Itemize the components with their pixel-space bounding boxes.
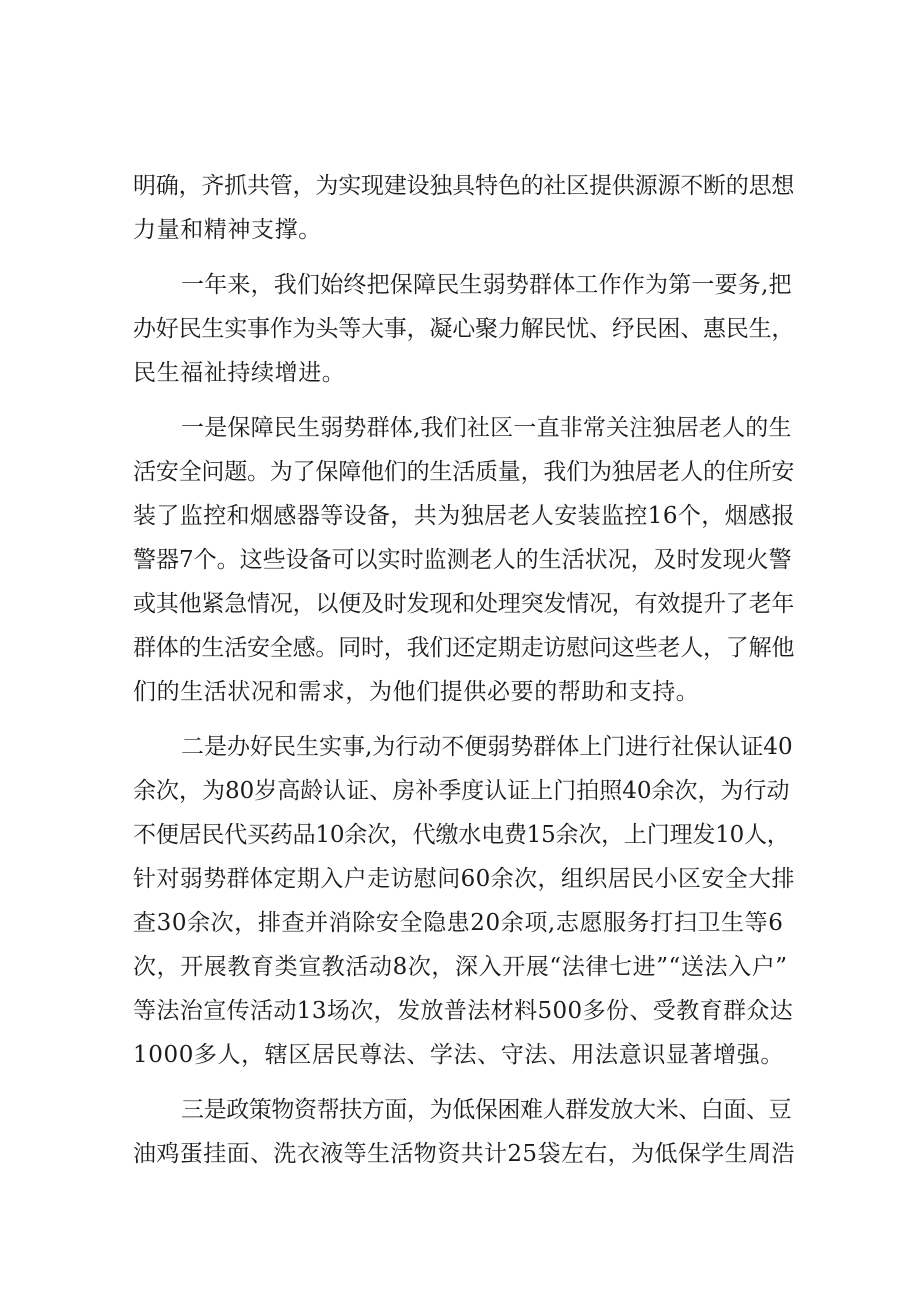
text-line: 二是办好民生实事,为行动不便弱势群体上门进行社保认证40 — [181, 734, 793, 760]
body-text — [133, 164, 795, 1187]
text-line: 一年来，我们始终把保障民生弱势群体工作作为第一要务,把 — [181, 272, 792, 298]
paragraph-point-two — [133, 725, 795, 1077]
text-line: 力量和精神支撑。 — [133, 217, 322, 243]
text-line: 1000多人，辖区居民尊法、学法、守法、用法意识显著增强。 — [133, 1042, 784, 1068]
paragraph-point-three — [133, 1088, 795, 1176]
text-line: 余次，为80岁高龄认证、房补季度认证上门拍照40余次，为行动 — [133, 778, 790, 804]
text-line: 办好民生实事作为头等大事，凝心聚力解民忧、纾民困、惠民生， — [133, 316, 795, 342]
paragraph-intro — [133, 263, 795, 395]
paragraph-continuation — [133, 164, 795, 252]
text-line: 一是保障民生弱势群体,我们社区一直非常关注独居老人的生 — [181, 415, 792, 441]
text-line: 群体的生活安全感。同时，我们还定期走访慰问这些老人，了解他 — [133, 635, 795, 661]
text-line: 针对弱势群体定期入户走访慰问60余次，组织居民小区安全大排 — [133, 866, 795, 892]
text-line: 油鸡蛋挂面、洗衣液等生活物资共计25袋左右，为低保学生周浩 — [133, 1141, 795, 1167]
paragraph-point-one — [133, 406, 795, 714]
text-line: 活安全问题。为了保障他们的生活质量，我们为独居老人的住所安 — [133, 459, 795, 485]
text-line: 三是政策物资帮扶方面，为低保困难人群发放大米、白面、豆 — [181, 1097, 792, 1123]
text-line: 或其他紧急情况，以便及时发现和处理突发情况，有效提升了老年 — [133, 591, 795, 617]
text-line: 查30余次，排查并消除安全隐患20余项,志愿服务打扫卫生等6 — [133, 910, 784, 936]
text-line: 民生福祉持续增进。 — [133, 360, 346, 386]
text-line: 等法治宣传活动13场次，发放普法材料500多份、受教育群众达 — [133, 998, 794, 1024]
text-line: 明确，齐抓共管，为实现建设独具特色的社区提供源源不断的思想 — [133, 173, 795, 199]
text-line: 警器7个。这些设备可以实时监测老人的生活状况，及时发现火警 — [133, 547, 792, 573]
text-line: 装了监控和烟感器等设备，共为独居老人安装监控16个，烟感报 — [133, 503, 795, 529]
text-line: 不便居民代买药品10余次，代缴水电费15余次，上门理发10人， — [133, 822, 790, 848]
text-line: 们的生活状况和需求，为他们提供必要的帮助和支持。 — [133, 679, 700, 705]
text-line: 次，开展教育类宣教活动8次，深入开展“法律七进”“送法入户” — [133, 954, 788, 980]
